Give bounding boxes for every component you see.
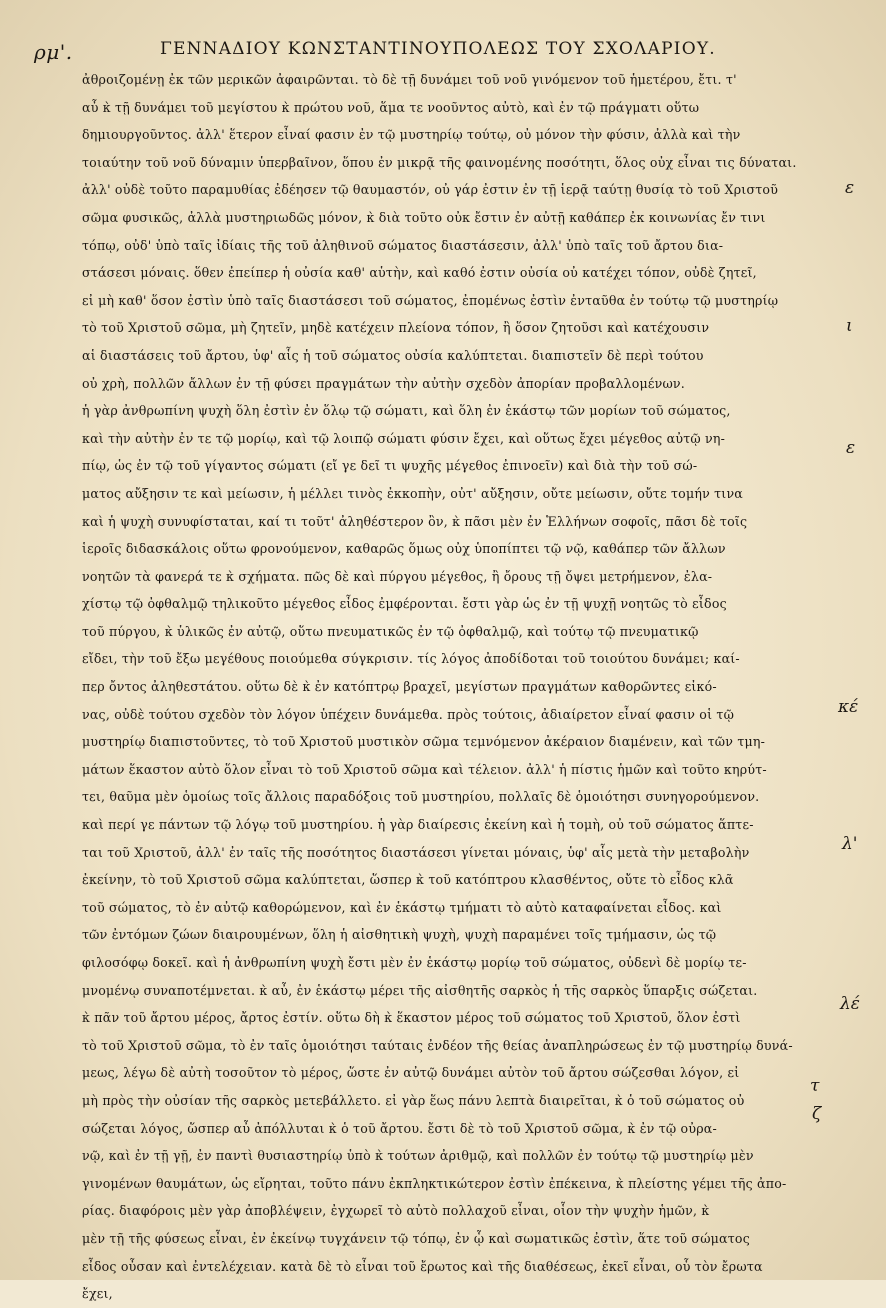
text-line: τοῦ πύργου, κ̀ ὑλικῶς ἐν αὐτῷ, οὕτω πνευματικῶς ἐν τῷ ὀφθαλμῷ, καὶ τούτῳ τῷ πνευματικῷ [82,623,699,639]
text-line: νας, οὐδὲ τούτου σχεδὸν τὸν λόγον ὑπέχειν δυνάμεθα. πρὸς τούτοις, ἀδιαίρετον εἶναί φασιν οἱ τῷ [82,706,735,722]
margin-note: τ [810,1076,820,1096]
text-line: μὴ πρὸς τὴν οὐσίαν τῆς σαρκὸς μετεβάλλετο. εἰ γὰρ ἕως πάνυ λεπτὰ διαιρεῖται, κ̀ ὁ τοῦ σώματος οὐ [82,1092,745,1108]
text-line: αὖ κ̀ τῇ δυνάμει τοῦ μεγίστου κ̀ πρώτου νοῦ, ἅμα τε νοοῦντος αὐτὸ, καὶ ἐν τῷ πράγματι οὕτω [82,99,700,115]
text-line: ἀθροιζομένῃ ἐκ τῶν μερικῶν ἀφαιρῶνται. τὸ δὲ τῇ δυνάμει τοῦ νοῦ γινόμενον τοῦ ἡμετέρου, ἔτι. τ' [82,72,737,87]
text-line: στάσεσι μόναις. ὅθεν ἐπείπερ ἡ οὐσία καθ' αὑτὴν, καὶ καθό ἐστιν οὐσία οὐ κατέχει τόπον, οὐδὲ ζητεῖ, [82,265,757,281]
text-line: μὲν τῇ τῆς φύσεως εἶναι, ἐν ἐκείνῳ τυγχάνειν τῷ τόπῳ, ἐν ᾧ καὶ σωματικῶς ἐστὶν, ἅτε τοῦ σώματος [82,1230,750,1246]
text-line: πίῳ, ὡς ἐν τῷ τοῦ γίγαντος σώματι (εἴ γε δεῖ τι ψυχῆς μέγεθος ἐπινοεῖν) καὶ διὰ τὴν τοῦ σώ- [82,458,698,474]
text-line: σώζεται λόγος, ὥσπερ αὖ ἀπόλλυται κ̀ ὁ τοῦ ἄρτου. ἔστι δὲ τὸ τοῦ Χριστοῦ σῶμα, κ̀ ἐν τῷ οὐρα- [82,1120,717,1136]
text-line: μάτων ἕκαστον αὐτὸ ὅλον εἶναι τὸ τοῦ Χριστοῦ σῶμα καὶ τέλειον. ἀλλ' ἡ πίστις ἡμῶν καὶ τοῦτο κηρύτ- [82,761,767,777]
text-line: ματος αὔξησιν τε καὶ μείωσιν, ἡ μέλλει τινὸς ἐκκοπὴν, οὐτ' αὔξησιν, οὔτε μείωσιν, οὔτε τομήν τινα [82,485,743,501]
text-line: εἴδει, τὴν τοῦ ἔξω μεγέθους ποιούμεθα σύγκρισιν. τίς λόγος ἀποδίδοται τοῦ τοιούτου δυνάμει; καί- [82,651,740,667]
margin-note: λέ [840,994,860,1014]
running-head: ΓΕΝΝΑΔΙΟΥ ΚΩΝΣΤΑΝΤΙΝΟΥΠΟΛΕΩΣ ΤΟΥ ΣΧΟΛΑΡΙΟΥ. [160,39,716,59]
text-line: τόπῳ, οὐδ' ὑπὸ ταῖς ἰδίαις τῆς τοῦ ἀληθινοῦ σώματος διαστάσεσιν, ἀλλ' ὑπὸ ταῖς τοῦ ἄρτου δια- [82,237,724,253]
text-line: ἡ γὰρ ἀνθρωπίνη ψυχὴ ὅλη ἐστὶν ἐν ὅλῳ τῷ σώματι, καὶ ὅλη ἐν ἑκάστῳ τῶν μορίων τοῦ σώματος, [82,403,731,419]
text-line: οὐ χρὴ, πολλῶν ἄλλων ἐν τῇ φύσει πραγμάτων τὴν αὐτὴν σχεδὸν ἀπορίαν προβαλλομένων. [82,375,685,391]
text-line: τὸ τοῦ Χριστοῦ σῶμα, τὸ ἐν ταῖς ὁμοιότησι ταύταις ἐνδέον τῆς θείας ἀναπληρώσεως ἐν τῷ μυστηρίῳ δυνά- [82,1037,793,1053]
margin-note: ε [846,438,856,458]
text-line: καὶ τὴν αὐτὴν ἐν τε τῷ μορίῳ, καὶ τῷ λοιπῷ σώματι φύσιν ἔχει, καὶ οὕτως ἔχει μέγεθος αὐτῷ νη- [82,430,726,446]
text-line: καὶ περί γε πάντων τῷ λόγῳ τοῦ μυστηρίου. ἡ γὰρ διαίρεσις ἐκείνη καὶ ἡ τομὴ, οὐ τοῦ σώματος ἅπτε- [82,817,754,833]
text-line: ἀλλ' οὐδὲ τοῦτο παραμυθίας ἐδέησεν τῷ θαυμαστόν, οὐ γάρ ἐστιν ἐν τῇ ἱερᾷ ταύτῃ θυσίᾳ τὸ τοῦ Χριστοῦ [82,182,779,198]
text-block [82,66,802,1308]
text-line: εἶδος οὖσαν καὶ ἐντελέχειαν. κατὰ δὲ τὸ εἶναι τοῦ ἔρωτος καὶ τῆς διαθέσεως, ἐκεῖ εἶναι, οὗ τὸν ἔρωτα [82,1258,763,1274]
folio-number: ρμ'. [34,40,73,64]
text-line: σῶμα φυσικῶς, ἀλλὰ μυστηριωδῶς μόνον, κ̀ διὰ τοῦτο οὐκ ἔστιν ἐν αὐτῇ καθάπερ ἐκ κοινωνίας ἔν τινι [82,209,766,225]
text-line: τει, θαῦμα μὲν ὁμοίως τοῖς ἄλλοις παραδόξοις τοῦ μυστηρίου, πολλαῖς δὲ ὁμοιότησι συνηγορούμενον. [82,789,760,805]
text-line: τοῦ σώματος, τὸ ἐν αὐτῷ καθορώμενον, καὶ ἐν ἑκάστῳ τμήματι τὸ αὐτὸ καταφαίνεται εἶδος. καὶ [82,899,722,915]
text-line: νοητῶν τὰ φανερά τε κ̀ σχήματα. πῶς δὲ καὶ πύργου μέγεθος, ἢ ὄρους τῇ ὄψει μετρήμενον, ἐλα- [82,568,713,584]
text-line: φιλοσόφῳ δοκεῖ. καὶ ἡ ἀνθρωπίνη ψυχὴ ἔστι μὲν ἐν ἑκάστῳ μορίῳ τοῦ σώματος, οὐδενὶ δὲ μορίῳ τε- [82,955,747,970]
text-line: τοιαύτην τοῦ νοῦ δύναμιν ὑπερβαῖνον, ὅπου ἐν μικρᾷ τῆς φαινομένης ποσότητι, ὅλος οὐχ εἶναι τις δύναται. [82,154,797,170]
margin-note: ι [846,316,853,336]
margin-note: ζ [812,1104,822,1124]
text-line: μυστηρίῳ διαπιστοῦντες, τὸ τοῦ Χριστοῦ μυστικὸν σῶμα τεμνόμενον ἀκέραιον διαμένειν, καὶ τῶν τμη- [82,734,766,750]
margin-note: κέ [838,697,859,717]
text-line: ἱεροῖς διδασκάλοις οὕτω φρονούμενον, καθαρῶς ὅμως οὐχ ὑποπίπτει τῷ νῷ, καθάπερ τῶν ἄλλων [82,541,726,557]
text-line: τὸ τοῦ Χριστοῦ σῶμα, μὴ ζητεῖν, μηδὲ κατέχειν πλείονα τόπον, ἢ ὅσον ζητοῦσι καὶ κατέχουσιν [82,320,710,336]
text-line: ἐκείνην, τὸ τοῦ Χριστοῦ σῶμα καλύπτεται, ὥσπερ κ̀ τοῦ κατόπτρου κλασθέντος, οὔτε τὸ εἶδος κλᾶ [82,872,734,888]
text-line: κ̀ πᾶν τοῦ ἄρτου μέρος, ἄρτος ἐστίν. οὕτω δὴ κ̀ ἕκαστον μέρος τοῦ σώματος τοῦ Χριστοῦ, ὅλον ἐστὶ [82,1010,741,1026]
text-line: ται τοῦ Χριστοῦ, ἀλλ' ἐν ταῖς τῆς ποσότητος διαστάσεσι γίνεται μόναις, ὑφ' αἷς μετὰ τὴν μεταβολὴν [82,844,750,860]
text-line: καὶ ἡ ψυχὴ συνυφίσταται, καί τι τοῦτ' ἀληθέστερον ὂν, κ̀ πᾶσι μὲν ἐν Ἑλλήνων σοφοῖς, πᾶσι δὲ τοῖς [82,513,748,529]
text-line: περ ὄντος ἀληθεστάτου. οὕτω δὲ κ̀ ἐν κατόπτρῳ βραχεῖ, μεγίστων πραγμάτων καθορῶντες εἰκό- [82,679,717,695]
text-line: μνομένῳ συναποτέμνεται. κ̀ αὖ, ἐν ἑκάστῳ μέρει τῆς αἰσθητῆς σαρκὸς ἡ τῆς σαρκὸς ὕπαρξις σώζεται. [82,982,758,998]
text-line: δημιουργοῦντος. ἀλλ' ἕτερον εἶναί φασιν ἐν τῷ μυστηρίῳ τούτῳ, οὐ μόνον τὴν φύσιν, ἀλλὰ καὶ τὴν [82,127,741,143]
margin-note: λ' [842,834,858,854]
text-line: νῷ, καὶ ἐν τῇ γῇ, ἐν παντὶ θυσιαστηρίῳ ὑπὸ κ̀ τούτων ἀριθμῷ, καὶ πολλῶν ἐν τούτῳ τῷ μυστηρίῳ μὲν [82,1148,754,1164]
margin-note: ε [845,178,855,198]
text-line: εἰ μὴ καθ' ὅσον ἐστὶν ὑπὸ ταῖς διαστάσεσι τοῦ σώματος, ἐπομένως ἐστὶν ἐνταῦθα ἐν τούτῳ τῷ μυστηρίῳ [82,292,779,308]
text-line: γινομένων θαυμάτων, ὡς εἴρηται, τοῦτο πάνυ ἐκπληκτικώτερον ἐστὶν ἐπέκεινα, κ̀ πλείστης γέμει τῆς ἀπο- [82,1175,787,1191]
text-line: μεως, λέγω δὲ αὐτὴ τοσοῦτον τὸ μέρος, ὥστε ἐν αὐτῷ δυνάμει αὐτὸν τοῦ ἄρτου σώζεσθαι λόγον, εἰ [82,1065,740,1081]
text-line: ρίας. διαφόροις μὲν γὰρ ἀποβλέψειν, ἐγχωρεῖ τὸ αὐτὸ πολλαχοῦ εἶναι, οἷον τὴν ψυχὴν ἡμῶν, κ̀ [82,1203,710,1219]
text-line: χίστῳ τῷ ὀφθαλμῷ τηλικοῦτο μέγεθος εἶδος ἐμφέρονται. ἔστι γὰρ ὡς ἐν τῇ ψυχῇ νοητῶς τὸ εἶδος [82,596,727,612]
text-line: τῶν ἐντόμων ζώων διαιρουμένων, ὅλη ἡ αἰσθητικὴ ψυχὴ, ψυχὴ παραμένει τοῖς τμήμασιν, ὡς τῷ [82,927,717,943]
text-line: ἔχει, [82,1286,113,1302]
text-line: αἱ διαστάσεις τοῦ ἄρτου, ὑφ' αἷς ἡ τοῦ σώματος οὐσία καλύπτεται. διαπιστεῖν δὲ περὶ τούτου [82,347,704,363]
